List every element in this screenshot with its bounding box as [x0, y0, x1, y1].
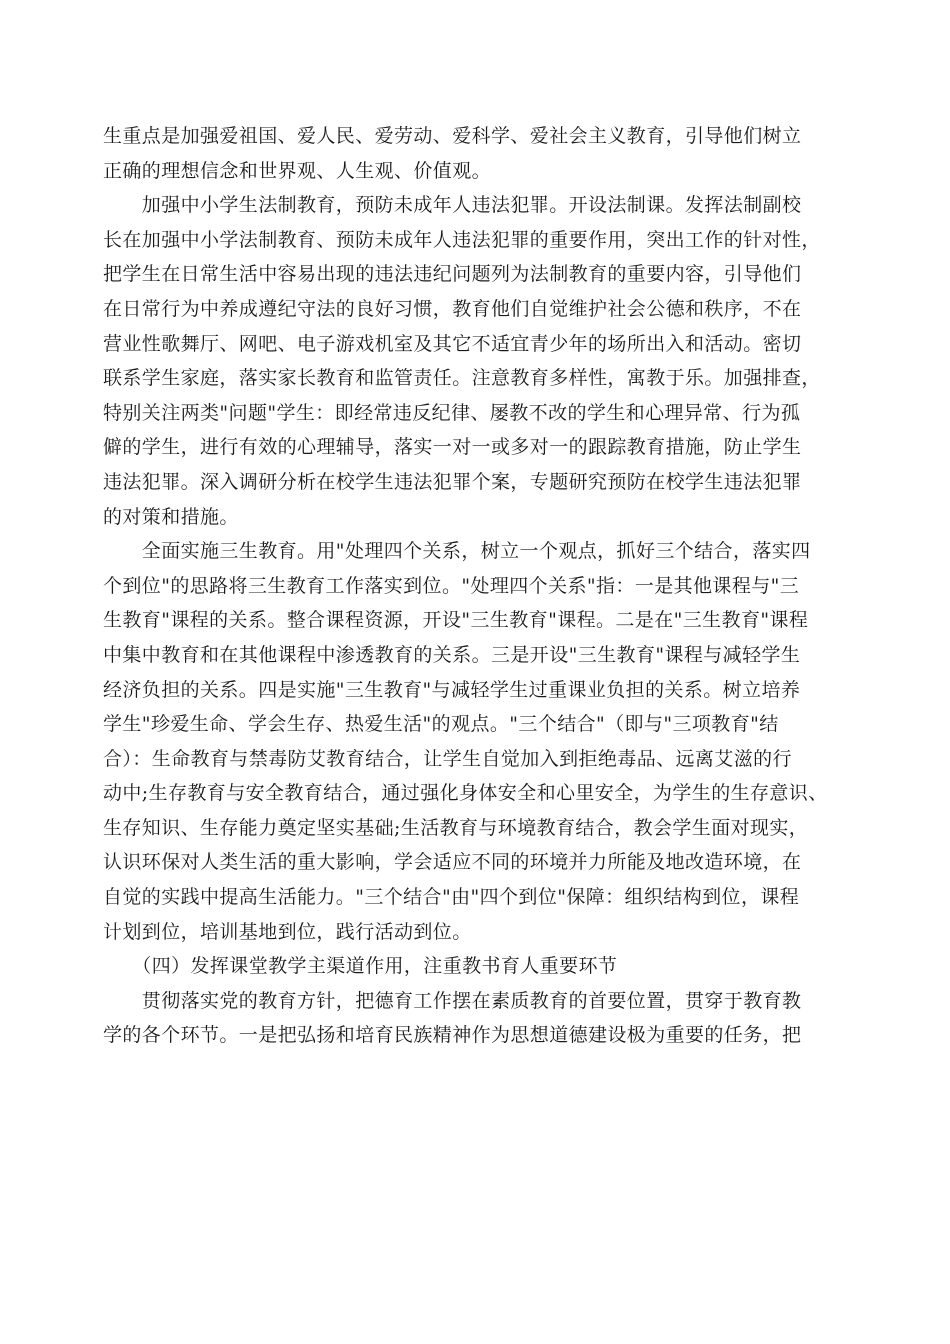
- text-line: 合）：生命教育与禁毒防艾教育结合，让学生自觉加入到拒绝毒品、远离艾滋的行: [103, 747, 792, 770]
- text-line: 贯彻落实党的教育方针，把德育工作摆在素质教育的首要位置，贯穿于教育教: [103, 989, 802, 1012]
- text-line: 动中;生存教育与安全教育结合，通过强化身体安全和心里安全，为学生的生存意识、: [103, 782, 828, 805]
- text-line: 长在加强中小学法制教育、预防未成年人违法犯罪的重要作用，突出工作的针对性，: [103, 228, 821, 251]
- text-line: 生教育"课程的关系。整合课程资源，开设"三生教育"课程。二是在"三生教育"课程: [103, 609, 809, 632]
- text-line: 把学生在日常生活中容易出现的违法违纪问题列为法制教育的重要内容，引导他们: [103, 263, 802, 286]
- text-line: 联系学生家庭，落实家长教育和监管责任。注意教育多样性，寓教于乐。加强排查，: [103, 367, 821, 390]
- text-line: 全面实施三生教育。用"处理四个关系，树立一个观点，抓好三个结合，落实四: [103, 540, 811, 563]
- text-line: 生存知识、生存能力奠定坚实基础;生活教育与环境教育结合，教会学生面对现实，: [103, 816, 809, 839]
- document-body: [103, 119, 893, 1053]
- text-line: 自觉的实践中提高生活能力。"三个结合"由"四个到位"保障：组织结构到位，课程: [103, 886, 800, 909]
- text-line: 特别关注两类"问题"学生：即经常违反纪律、屡教不改的学生和心理异常、行为孤: [103, 401, 801, 424]
- text-line: 经济负担的关系。四是实施"三生教育"与减轻学生过重课业负担的关系。树立培养: [103, 678, 801, 701]
- text-line: 正确的理想信念和世界观、人生观、价值观。: [103, 159, 492, 182]
- text-line: 僻的学生，进行有效的心理辅导，落实一对一或多对一的跟踪教育措施，防止学生: [103, 436, 802, 459]
- text-line: 学的各个环节。一是把弘扬和培育民族精神作为思想道德建设极为重要的任务，把: [103, 1024, 802, 1047]
- text-line: 违法犯罪。深入调研分析在校学生违法犯罪个案，专题研究预防在校学生违法犯罪: [103, 470, 802, 493]
- section-heading: （四）发挥课堂教学主渠道作用，注重教书育人重要环节: [103, 955, 618, 978]
- text-line: 中集中教育和在其他课程中渗透教育的关系。三是开设"三生教育"课程与减轻学生: [103, 643, 801, 666]
- text-line: 个到位"的思路将三生教育工作落实到位。"处理四个关系"指：一是其他课程与"三: [103, 574, 800, 597]
- text-line: 生重点是加强爱祖国、爱人民、爱劳动、爱科学、爱社会主义教育，引导他们树立: [103, 125, 802, 147]
- text-line: 的对策和措施。: [103, 505, 239, 528]
- text-line: 营业性歌舞厅、网吧、电子游戏机室及其它不适宜青少年的场所出入和活动。密切: [103, 332, 802, 355]
- text-line: 学生"珍爱生命、学会生存、热爱生活"的观点。"三个结合"（即与"三项教育"结: [103, 713, 779, 736]
- text-line: 认识环保对人类生活的重大影响，学会适应不同的环境并力所能及地改造环境，在: [103, 851, 802, 874]
- text-line: 在日常行为中养成遵纪守法的良好习惯，教育他们自觉维护社会公德和秩序，不在: [103, 297, 802, 320]
- text-line: 计划到位，培训基地到位，践行活动到位。: [103, 920, 472, 943]
- text-line: 加强中小学生法制教育，预防未成年人违法犯罪。开设法制课。发挥法制副校: [103, 194, 802, 217]
